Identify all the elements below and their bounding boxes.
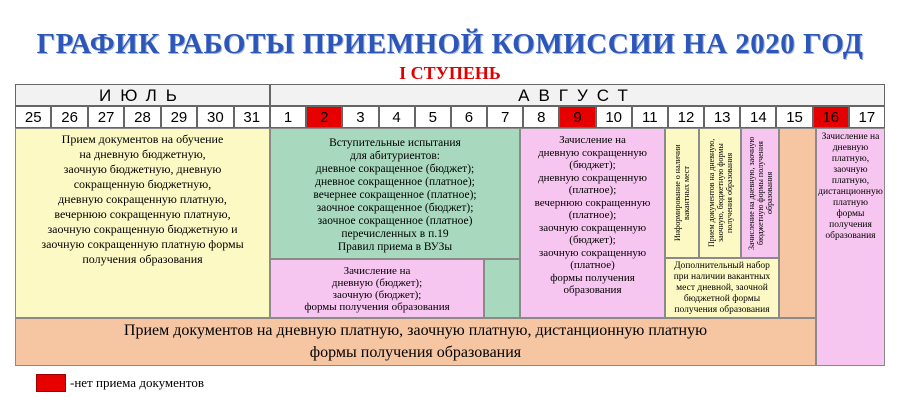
enrollment-budget: Зачисление на дневную (бюджет); заочную (бюджет); формы получения образования [270, 259, 484, 318]
day-august-11: 11 [632, 106, 668, 128]
day-august-5: 5 [415, 106, 451, 128]
day-august-6: 6 [451, 106, 487, 128]
enrollment-shortened: Зачисление на дневную сокращенную (бюджет); дневную сокращенную (платное); вечернюю сокращенную (платное); заочную сокращенную (бюджет); заочную сокращенную (платное) формы получения образования [520, 128, 665, 318]
docs-intake-vacant [699, 128, 741, 258]
day-july-28: 28 [124, 106, 160, 128]
day-july-27: 27 [88, 106, 124, 128]
day-august-14: 14 [740, 106, 776, 128]
day15-block [779, 128, 816, 318]
page-subtitle: I СТУПЕНЬ [399, 63, 501, 83]
enrollment-paid: Зачисление на дневную платную, заочную платную, дистанционную платную формы получения образования [816, 128, 885, 366]
informing-vacant [665, 128, 699, 258]
day-august-15: 15 [776, 106, 812, 128]
docs-intake-vacant-label: Прием документов на дневную, заочную, бюджетную формы получения образования [706, 138, 734, 248]
entrance-exams: Вступительные испытания для абитуриентов: дневное сокращенное (бюджет); дневное сокращенное (платное); вечернее сокращенное (платное); заочное сокращенное (бюджет); заочное сокращенное (платное) перечисленных в п.19 Правил приема в ВУЗы [270, 128, 520, 259]
day-july-30: 30 [197, 106, 233, 128]
day-august-17: 17 [849, 106, 885, 128]
enrollment-vacant [741, 128, 779, 258]
day-august-1: 1 [270, 106, 306, 128]
day-august-12: 12 [668, 106, 704, 128]
day-july-29: 29 [161, 106, 197, 128]
day-august-4: 4 [379, 106, 415, 128]
day-august-2: 2 [306, 106, 342, 128]
additional-intake: Дополнительный набор при наличии вакантных мест дневной, заочной бюджетной формы получения образования [665, 258, 779, 318]
day-july-25: 25 [15, 106, 51, 128]
day-august-16: 16 [813, 106, 849, 128]
exams-continuation [484, 259, 520, 318]
day-july-26: 26 [51, 106, 87, 128]
day-august-13: 13 [704, 106, 740, 128]
day-august-3: 3 [342, 106, 378, 128]
day-august-10: 10 [596, 106, 632, 128]
day-august-7: 7 [487, 106, 523, 128]
legend-label: -нет приема документов [70, 375, 205, 390]
paid-document-intake: Прием документов на дневную платную, заочную платную, дистанционную платную формы получения образования [15, 318, 816, 366]
day-august-9: 9 [559, 106, 595, 128]
informing-vacant-label: Информирование о наличии вакантных мест [673, 144, 691, 242]
enrollment-vacant-label: Зачисление на дневную, заочную бюджетную формы получения образования [746, 136, 774, 250]
month-july: ИЮЛЬ [15, 84, 270, 106]
page-title: ГРАФИК РАБОТЫ ПРИЕМНОЙ КОМИССИИ НА 2020 ГОД [36, 28, 864, 60]
july-document-intake: Прием документов на обучение на дневную бюджетную, заочную бюджетную, дневную сокращенную бюджетную, дневную сокращенную платную, вечернюю сокращенную платную, заочную сокращенную бюджетную и заочную сокращенную платную формы получения образования [15, 128, 270, 318]
legend-red-swatch [36, 374, 66, 392]
month-august: АВГУСТ [270, 84, 885, 106]
day-august-8: 8 [523, 106, 559, 128]
day-july-31: 31 [234, 106, 270, 128]
